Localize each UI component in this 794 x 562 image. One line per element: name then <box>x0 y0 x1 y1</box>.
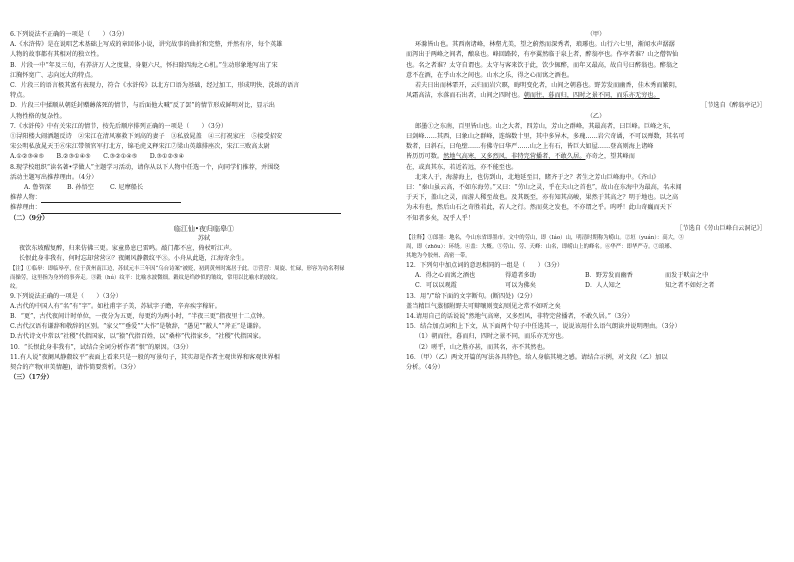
q14-stem: 14.请用自己的话说说“然地气高寒，又多烈风，非特完营播者，不敢久居。”（3分） <box>406 313 634 321</box>
yi-note-2: 周，即（zhōu）：环绕。④盖：大概。⑤劳山、劳、天峰：山名，即崂山上的峰名。⑥华严：即华严寺。⑦琅琊、 <box>406 244 676 251</box>
section-3-heading: （三）（17分） <box>10 374 53 382</box>
q6-option-b: B．片段一中“年及三旬，有养济万人之度量，身躯六尺，怀扫除四海之心机。”生动形象地写出了宋 <box>10 61 278 69</box>
q16-stem-cont: 分析。（4分） <box>406 364 444 372</box>
q12-stem: 12．下列句中加点词的意思相同的一组是（ ）（3分） <box>406 262 564 270</box>
q11-stem: 11.有人说“夜阑风静縠纹平”表面上看来只是一般的写景句子，其实却是作者主观世界和客观世界相 <box>10 353 280 361</box>
jia-line-3: 也。名之者谁？太守自谓也。太守与客来饮于此，饮少辄醉，而年又最高，故自号曰醉翁也。醉翁之 <box>406 61 679 69</box>
yi-line-2: 曰剑峰……其西，曰象山之群峰，连绵数十里，其中多异木，多瑰……岩穴奇谲，不可以殚数，其名可 <box>406 133 685 141</box>
q6-option-a: A.《水浒传》是在说唱艺术基础上写成的章回体小说，讲究故事的曲折和完整，并然有序，每个英雄 <box>10 41 283 49</box>
left-column <box>10 30 398 384</box>
q12-option-c: C．可以以观霞 <box>415 282 457 290</box>
q16-stem: 16．（甲）（乙）两文开篇的写法各具特色，给人身临其境之感。请结合示例，对文段（乙）加以 <box>406 353 668 361</box>
q6-option-d: D．片段三中揉顺从朝廷封赠薅落死的情节，与后面他大喊“反了罢”的情节形成鲜明对比，显示出 <box>10 102 275 110</box>
q8-option-b: B. 孙悟空 <box>66 184 94 192</box>
q8-option-c: C. 尼摩船长 <box>109 184 144 192</box>
q6-option-a-cont: 人物的故事都有其相对的独立性。 <box>10 51 103 59</box>
q6-option-b-cont: 江胸怀宽广、志向远大的特点。 <box>10 71 97 79</box>
yi-line-8: 于天下，盖山之灵，而游人稀至故也。及其既至，亦有知其高峻，果然于其高之？明于地也。以之高 <box>406 194 679 202</box>
jia-line-6 <box>406 91 786 101</box>
q8-person-blank[interactable] <box>41 195 181 203</box>
jia-underlined-sentence: 朝而往，暮而归，四时之景不同，而乐亦无穷也。 <box>523 92 660 100</box>
q7-events-1: ①浔阳楼大闹洒题反诗 ②宋江在清风寨救下刘高的妻子 ③私放晁盖 ④三打祝家庄 ⑤接受招安 <box>10 133 283 141</box>
q12-option-a2: 得道者多助 <box>505 272 536 280</box>
q7-events-2: 宋公明私放晁天王⑥宋江带领官军打北方，锦毛虎义释宋江⑦梁山英雄排座次，宋江三败高太尉 <box>10 143 270 151</box>
q8-stem-cont: 活动主题写出推荐理由。（4分） <box>10 173 98 181</box>
q12-option-b: B．野芳发而幽香 <box>585 272 633 280</box>
jia-source: ［节选自《醉翁亭记》］ <box>701 102 766 110</box>
yi-line-1: 郎墨①之东南，百里皆山也。山之大者，四芳山，芳山之群峰，其最高者，曰巨峰。巨峰之东， <box>415 122 675 130</box>
section-2-heading: （二）（9分） <box>10 214 49 222</box>
jia-line-4: 意不在酒，在乎山水之间也。山水之乐，得之心而寓之酒也。 <box>406 71 574 79</box>
poem-line-2: 长恨此身非我有，何时忘却营营②？夜阑风静縠纹平③。小舟从此逝，江海寄余生。 <box>19 255 248 263</box>
q11-stem-cont: 契合的产物(审美情趣)，请作简要赏析。（3分） <box>10 364 140 372</box>
q9-option-a: A.古代的中国人有“名”有“字”。如杜甫字子美，苏轼字子瞻，辛弃疾字稼轩。 <box>10 302 221 310</box>
q15-sentence-1: （1）朝而往，暮而归，四时之景不同，而乐亦无穷也。 <box>415 333 568 341</box>
q12-option-a: A．得之心而寓之酒也 <box>415 272 476 280</box>
q12-option-b2: 而发于畎亩之中 <box>665 272 709 280</box>
poem-title: 临江仙•夜归临皋① <box>173 224 235 233</box>
jia-line-5: 若夫日出而林霏开，云归而岩穴暝，晦明变化者，山间之朝暮也。野芳发而幽香，佳木秀而繁阴， <box>415 82 682 90</box>
yi-line-4 <box>406 152 786 162</box>
q8-reason-line <box>10 203 398 213</box>
q9-option-c: C.古代汉语有谦辞和敬辞的区别。“家父”“垂爱”“大作”是敬辞，“愚见”“敝人”“斧正”是谦辞。 <box>10 323 265 331</box>
yi-line-9: 为未有也，然后山石之奇胜若此，若人之行。然而莫之发也，不亦谓之乎。呜呼！此山奇巍而天下 <box>406 204 673 212</box>
text-yi-label: （乙） <box>586 112 606 120</box>
q8-options <box>10 183 398 193</box>
q8-option-a: A. 鲁智深 <box>24 184 51 192</box>
yi-line-7: 曰：“秦山虽云高，不如东海劳。”又曰：“劳山之灵，乎在夫山之首也”，故山在东海中为最高，名未闻 <box>406 184 682 192</box>
poem-line-1: 夜饮东坡醒复醉，归来仿佛三更。家童鼻息已雷鸣。敲门都不应，倚杖听江声。 <box>19 245 236 253</box>
yi-underlined-sentence: 然地气高寒，又多烈风，非特完营播者，不敢久居。 <box>443 153 586 161</box>
q6-option-c: C．片段三的语言极其富有表现力，符合《水浒传》以北方口语为基础，经过加工，形成明快、洗练的语言 <box>10 82 300 90</box>
yi-line-3: 数者，曰斜石，曰龟壁……有佛寺曰华严……山之上有石，皆巨大如屋……登高则海上诸峰 <box>406 143 654 151</box>
yi-line-4-text: 皆历历可数。 <box>406 153 444 161</box>
q9-option-b: B．“更”，古代夜间计时单位，一夜分为五更，每更约为两小时，“半夜三更”指夜里十二点钟。 <box>10 313 269 321</box>
q12-option-d: D．人人知之 <box>585 282 621 290</box>
q8-reason-label: 推荐理由： <box>10 204 41 212</box>
q6-stem: 6.下列说法不正确的一项是（ ）（3分） <box>10 31 129 38</box>
text-jia-label: （甲） <box>586 31 606 38</box>
q13-text: 盖当精巨气蒸郁附野夫可辩嚷则变幻则见之常不如听之矣 <box>406 302 561 310</box>
jia-line-2: 而泻出于两峰之间者，酿泉也。峰回路转，有亭翼然临于泉上者，醉翁亭也。作亭者谁？山之僧智仙 <box>406 51 679 59</box>
yi-line-6: 北来人于，海游海上，也仿到山，北地延至目，睹齐于之？者生之芳山巨峰海中。《齐山》 <box>415 173 660 181</box>
q8-stem: 8.现学校组织“读名著•学做人”主题学习活动，请你从以下人物中任选一个，向同学们推荐，并围绕 <box>10 163 280 171</box>
jia-line-6-text: 风霜高洁，水落而石出者，山间之四时也。 <box>406 92 524 100</box>
q12-option-c2: 可以为佛矣 <box>505 282 536 290</box>
q12-option-d2: 知之者不如好之者 <box>665 282 715 290</box>
q15-sentence-2: （2）嗟乎，山之胜亦甚，而其名，亦不其然也。 <box>415 343 549 351</box>
q13-stem: 13．用“/”给下面的文字断句。(断四处)（2分） <box>406 292 537 300</box>
q9-option-d: D.古代诗文中常以“社稷”代指国家，以“猿”代指百姓，以“桑梓”代指家乡，“社稷”代指国家。 <box>10 333 265 341</box>
q7-options: A.①②③④⑤ B.②③①④⑤ C.③②①④⑤ D.③①②⑤④ <box>10 153 185 161</box>
right-column <box>406 30 786 373</box>
poem-note-2: 而操劳，这里指为身外的事奔走。③縠（hú）纹平：比喻水波微细。縠纹是绉纱似的皱纹，常用以比喻水的波纹。 <box>10 274 282 281</box>
q10-stem: 10．“长恨此身非我有”，试结合全词分析作者“恨”的原因。（3分） <box>10 343 193 351</box>
poem-author: 苏轼 <box>197 235 211 243</box>
yi-line-5: 在，或真其东，若近若远，亦不能至也。 <box>406 163 518 171</box>
q8-person-line <box>10 193 398 203</box>
poem-note-1: 【注】①临皋：即临皋亭，位于黄州南江边，苏轼元丰三年因“乌台诗案”被贬，初到黄州时寓居于此。②营营：周旋、忙碌，形容为功名利禄 <box>10 265 345 272</box>
q8-reason-blank[interactable] <box>41 206 341 214</box>
q9-stem: 9.下列说法正确的一项是（ ）（3分） <box>10 292 122 300</box>
yi-note-1: 【注释】①郎墨：地名，今山东省即墨市。文中的劳山，即（Iáo）山，明清时期称为崂山。②垣（yuán）：高大，③ <box>406 235 684 242</box>
q15-stem: 15．结合加点词和上下文，从下面两个句子中任选其一，说说该用什么语气朗读并说明理由。（3分） <box>406 323 681 331</box>
jia-line-1: 环滁皆山也。其西南诸峰，林壑尤美，望之蔚然而深秀者，琅琊也。山行六七里，渐闻水声潺潺 <box>415 41 675 49</box>
q7-stem: 7.《水浒传》中有关宋江的情节，按先后顺序排列正确的一项是（ ）（3分） <box>10 122 228 130</box>
yi-line-10: 不知者多矣，况乎人乎！ <box>406 214 475 222</box>
q6-option-d-cont: 人物性格的复杂性。 <box>10 112 66 120</box>
poem-note-3: 纹。 <box>10 283 21 290</box>
yi-line-4-tail: 亦奇之，望其峰而 <box>585 153 635 161</box>
yi-source: ［节选自《劳山巨峰白云洞记》］ <box>676 224 766 232</box>
q8-person-label: 推荐人物： <box>10 194 41 202</box>
q6-option-c-cont: 特点。 <box>10 92 29 100</box>
q12-row-ab <box>406 271 786 281</box>
yi-note-3: 其地为今胶州、高密一带。 <box>406 253 471 260</box>
q12-row-cd <box>406 281 786 291</box>
